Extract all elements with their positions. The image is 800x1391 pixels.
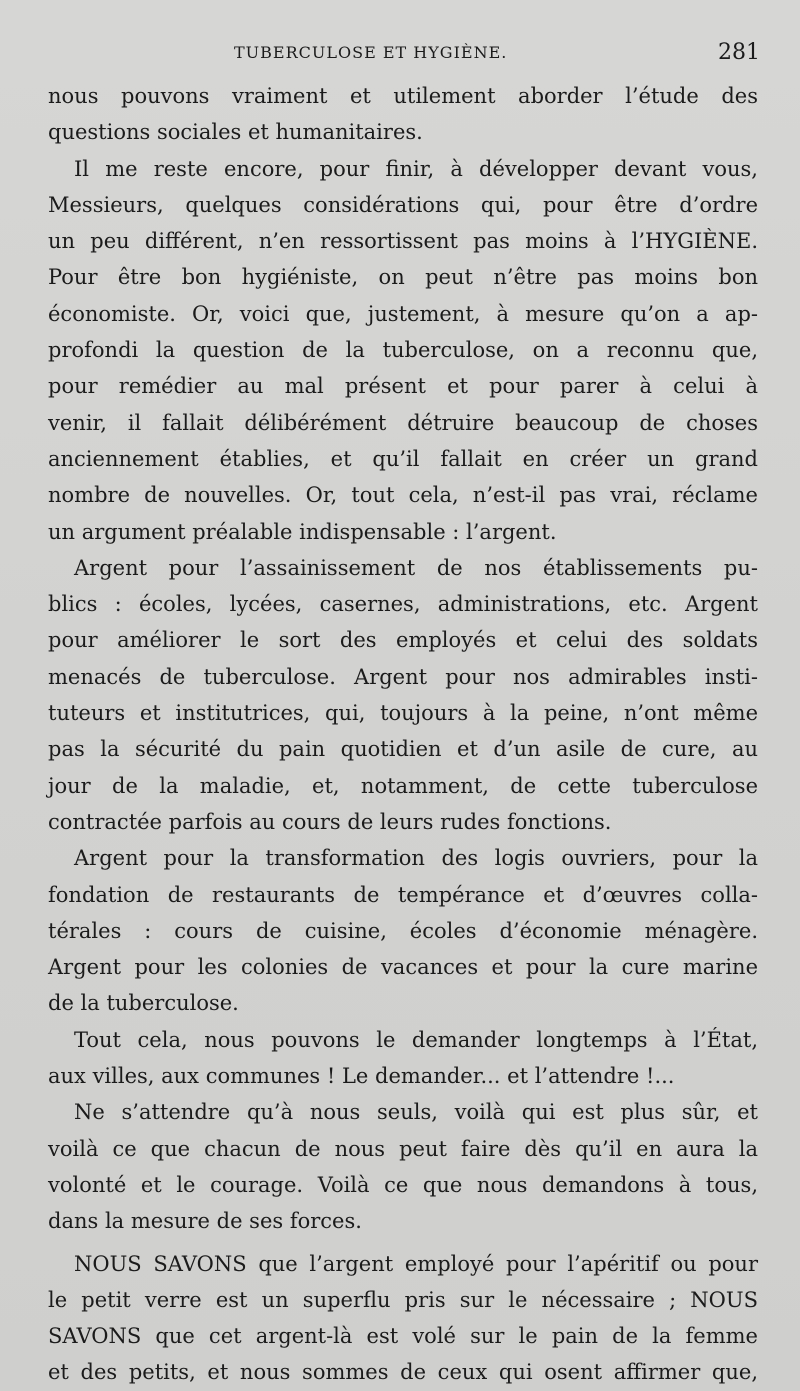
text-line: pour améliorer le sort des employés et celui des soldats	[48, 628, 758, 653]
text-line: un argument préalable indispensable : l’argent.	[48, 519, 557, 544]
running-head	[48, 38, 760, 68]
text-line: nous pouvons vraiment et utilement aborder l’étude des	[48, 84, 758, 108]
body-text	[48, 78, 758, 1391]
text-line: nombre de nouvelles. Or, tout cela, n’est-il pas vrai, réclame	[48, 483, 758, 508]
text-line: profondi la question de la tuberculose, on a reconnu que,	[48, 338, 758, 363]
text-line: pas la sécurité du pain quotidien et d’un asile de cure, au	[48, 737, 758, 762]
text-line: pour remédier au mal présent et pour parer à celui à	[48, 374, 758, 399]
text-line: le petit verre est un superflu pris sur le nécessaire ; NOUS	[48, 1287, 758, 1312]
text-line: jour de la maladie, et, notamment, de cette tuberculose	[48, 773, 758, 798]
text-line: tuteurs et institutrices, qui, toujours à la peine, n’ont même	[48, 701, 758, 726]
text-line: Il me reste encore, pour finir, à développer devant vous,	[74, 156, 758, 181]
text-line: aux villes, aux communes ! Le demander... et l’attendre !...	[48, 1064, 675, 1089]
text-line: un peu différent, n’en ressortissent pas moins à l’HYGIÈNE.	[48, 229, 758, 254]
text-line: blics : écoles, lycées, casernes, administrations, etc. Argent	[48, 592, 758, 617]
text-line: questions sociales et humanitaires.	[48, 120, 423, 145]
page-number: 281	[718, 40, 760, 65]
text-line: térales : cours de cuisine, écoles d’économie ménagère.	[48, 918, 758, 943]
text-line: contractée parfois au cours de leurs rudes fonctions.	[48, 809, 612, 834]
text-line: NOUS SAVONS que l’argent employé pour l’apéritif ou pour	[74, 1251, 758, 1276]
running-title: TUBERCULOSE ET HYGIÈNE.	[234, 43, 508, 62]
text-line: Tout cela, nous pouvons le demander longtemps à l’État,	[74, 1027, 758, 1052]
text-line: Argent pour la transformation des logis ouvriers, pour la	[74, 846, 758, 871]
text-line: SAVONS que cet argent-là est volé sur le pain de la femme	[48, 1324, 758, 1349]
text-line: Pour être bon hygiéniste, on peut n’être pas moins bon	[48, 265, 758, 290]
text-line: économiste. Or, voici que, justement, à mesure qu’on a ap-	[48, 301, 758, 326]
text-line: dans la mesure de ses forces.	[48, 1209, 362, 1234]
text-line: fondation de restaurants de tempérance et d’œuvres colla-	[48, 882, 758, 907]
text-line: de la tuberculose.	[48, 991, 239, 1016]
text-line: volonté et le courage. Voilà ce que nous demandons à tous,	[48, 1172, 758, 1197]
text-line: Argent pour les colonies de vacances et pour la cure marine	[48, 955, 758, 980]
text-line: Argent pour l’assainissement de nos établissements pu-	[74, 555, 758, 580]
text-line: Ne s’attendre qu’à nous seuls, voilà qui est plus sûr, et	[74, 1100, 758, 1125]
text-line: venir, il fallait délibérément détruire beaucoup de choses	[48, 410, 758, 435]
text-line: Messieurs, quelques considérations qui, pour être d’ordre	[48, 192, 758, 217]
text-line: anciennement établies, et qu’il fallait en créer un grand	[48, 446, 758, 471]
text-line: et des petits, et nous sommes de ceux qui osent affirmer que,	[48, 1360, 758, 1385]
text-line: voilà ce que chacun de nous peut faire dès qu’il en aura la	[48, 1136, 758, 1161]
text-line: menacés de tuberculose. Argent pour nos admirables insti-	[48, 664, 758, 689]
